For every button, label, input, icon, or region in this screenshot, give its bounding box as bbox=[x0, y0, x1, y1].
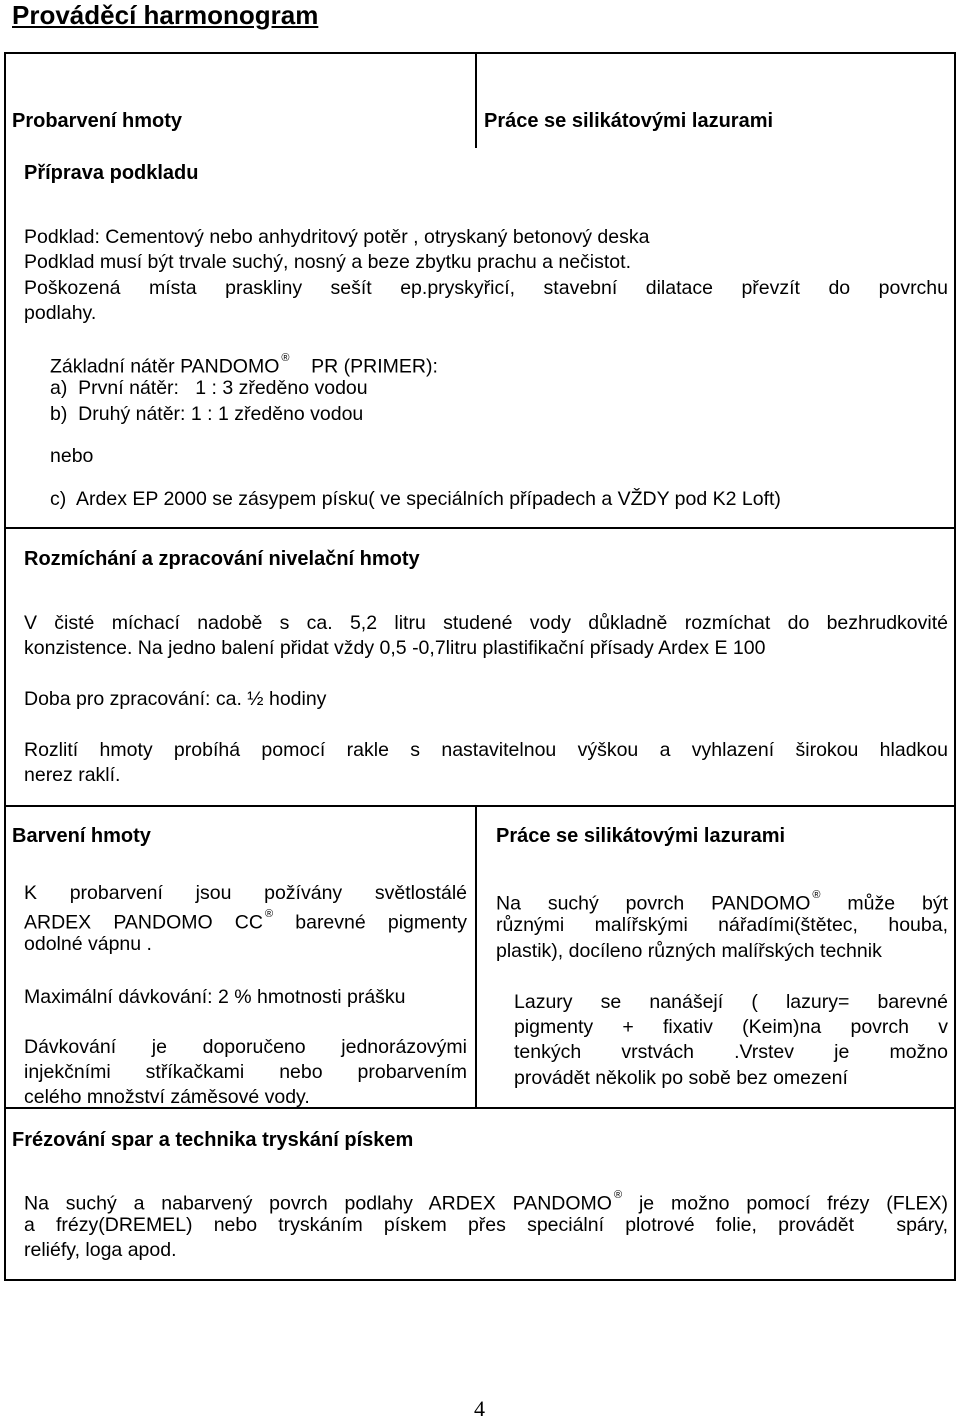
column-divider bbox=[475, 806, 477, 1108]
header-divider bbox=[475, 52, 477, 148]
primer-title-b: PR (PRIMER): bbox=[311, 355, 438, 378]
coloring-line-2b: barevné pigmenty bbox=[295, 911, 467, 934]
mixing-time: Doba pro zpracování: ca. ½ hodiny bbox=[24, 688, 327, 710]
coloring-max: Maximální dávkování: 2 % hmotnosti prášku bbox=[24, 986, 406, 1008]
coloring-dose-2: injekčními stříkačkami nebo probarvením bbox=[24, 1061, 467, 1083]
registered-mark: ® bbox=[812, 889, 821, 901]
coloring-line-2a: ARDEX PANDOMO CC bbox=[24, 911, 263, 934]
glazes-line-3: plastik), docíleno různých malířských technik bbox=[496, 940, 882, 962]
registered-mark: ® bbox=[264, 908, 274, 920]
header-left: Probarvení hmoty bbox=[12, 110, 183, 132]
registered-mark: ® bbox=[281, 352, 290, 364]
coloring-heading: Barvení hmoty bbox=[12, 825, 151, 847]
primer-title-a: Základní nátěr PANDOMO bbox=[50, 355, 280, 378]
coloring-dose-1: Dávkování je doporučeno jednorázovými bbox=[24, 1036, 467, 1058]
milling-line-1b: je možno pomocí frézy (FLEX) bbox=[638, 1192, 949, 1215]
preparation-line-2: Podklad musí být trvale suchý, nosný a beze zbytku prachu a nečistot. bbox=[24, 251, 631, 273]
milling-heading: Frézování spar a technika tryskání pískem bbox=[12, 1129, 414, 1151]
glazes-p2-line-3: tenkých vrstvách .Vrstev je možno bbox=[514, 1041, 948, 1063]
glazes-p2-line-4: provádět několik po sobě bez omezení bbox=[514, 1067, 848, 1089]
glazes-line-1a: Na suchý povrch PANDOMO bbox=[496, 892, 811, 915]
mixing-heading: Rozmíchání a zpracování nivelační hmoty bbox=[24, 548, 420, 570]
header-right: Práce se silikátovými lazurami bbox=[484, 110, 774, 132]
primer-item-b: b) Druhý nátěr: 1 : 1 zředěno vodou bbox=[50, 403, 364, 425]
glazes-p2-line-2: pigmenty + fixativ (Keim)na povrch v bbox=[514, 1016, 948, 1038]
glazes-p2-line-1: Lazury se nanášejí ( lazury= barevné bbox=[514, 991, 948, 1013]
glazes-heading: Práce se silikátovými lazurami bbox=[496, 825, 786, 847]
mixing-pour-2: nerez raklí. bbox=[24, 764, 121, 786]
preparation-line-3: Poškozená místa praskliny sešít ep.pryskyřicí, stavební dilatace převzít do povrchu bbox=[24, 277, 948, 299]
registered-mark: ® bbox=[613, 1189, 623, 1201]
mixing-line-2: konzistence. Na jedno balení přidat vždy 0,5 -0,7litru plastifikační přísady Ardex E 100 bbox=[24, 637, 766, 659]
milling-line-3: reliéfy, loga apod. bbox=[24, 1239, 177, 1261]
primer-item-c: c) Ardex EP 2000 se zásypem písku( ve speciálních případech a VŽDY pod K2 Loft) bbox=[50, 488, 781, 510]
page-title: Prováděcí harmonogram bbox=[12, 0, 319, 30]
coloring-line-1: K probarvení jsou požívány světlostálé bbox=[24, 882, 467, 904]
glazes-line-1b: může být bbox=[847, 892, 948, 915]
mixing-line-1: V čisté míchací nadobě s ca. 5,2 litru studené vody důkladně rozmíchat do bezhrudkovité bbox=[24, 612, 948, 634]
preparation-heading: Příprava podkladu bbox=[24, 162, 199, 184]
glazes-line-2: různými malířskými nářadími(štětec, houba, bbox=[496, 914, 948, 936]
preparation-line-1: Podklad: Cementový nebo anhydritový potěr , otryskaný betonový deska bbox=[24, 226, 650, 248]
page-number: 4 bbox=[474, 1396, 485, 1421]
milling-line-2: a frézy(DREMEL) nebo tryskáním pískem přes speciální plotrové folie, provádět spáry, bbox=[24, 1214, 948, 1236]
preparation-line-4: podlahy. bbox=[24, 302, 97, 324]
primer-or: nebo bbox=[50, 445, 94, 467]
coloring-dose-3: celého množství záměsové vody. bbox=[24, 1086, 310, 1108]
mixing-pour-1: Rozlití hmoty probíhá pomocí rakle s nastavitelnou výškou a vyhlazení širokou hladkou bbox=[24, 739, 948, 761]
milling-line-1a: Na suchý a nabarvený povrch podlahy ARDEX PANDOMO bbox=[24, 1192, 612, 1215]
primer-item-a: a) První nátěr: 1 : 3 zředěno vodou bbox=[50, 377, 368, 399]
section-rule-1 bbox=[4, 527, 956, 529]
coloring-line-3: odolné vápnu . bbox=[24, 933, 152, 955]
